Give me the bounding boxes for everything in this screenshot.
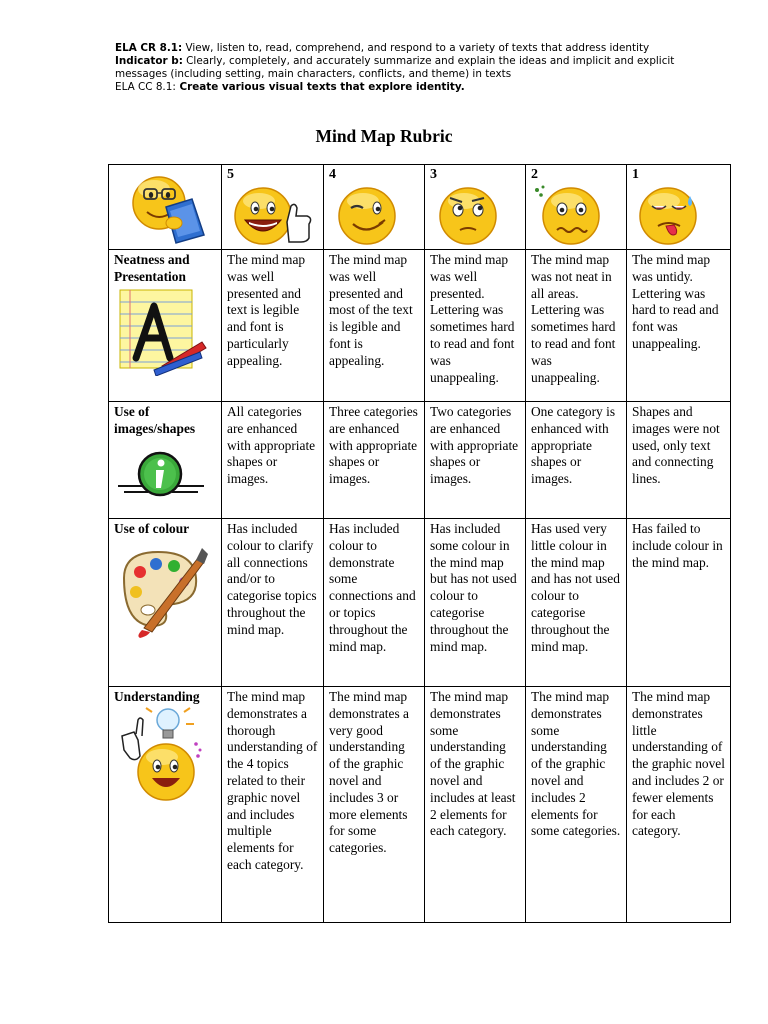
lightbulb-idea-smiley-icon xyxy=(114,706,210,816)
criteria-label-cell xyxy=(109,519,222,687)
indicator-label: Indicator b: xyxy=(115,55,183,67)
criteria-label-cell xyxy=(109,250,222,402)
info-icon xyxy=(114,438,210,502)
criteria-cell: The mind map was not neat in all areas. Lettering was sometimes hard to read and font was unappealing. xyxy=(526,250,627,402)
criteria-cell: The mind map was well presented. Lettering was sometimes hard to read and font was unappealing. xyxy=(425,250,526,402)
standard-line xyxy=(115,81,675,94)
thinking-smiley-icon xyxy=(430,184,520,246)
score-header-row xyxy=(109,165,731,250)
criteria-cell: The mind map demonstrates some understanding of the graphic novel and includes 2 elements for some categories. xyxy=(526,687,627,923)
standards-header xyxy=(115,42,675,94)
criteria-cell: Has included colour to demonstrate some connections and or topics throughout the mind map. xyxy=(324,519,425,687)
winking-smiley-icon xyxy=(329,184,419,246)
page-title: Mind Map Rubric xyxy=(315,126,453,146)
score-label: 4 xyxy=(329,167,336,182)
criteria-row xyxy=(109,250,731,402)
criteria-label: Use of colour xyxy=(114,521,190,536)
reading-smiley-icon xyxy=(114,167,214,245)
criteria-cell: The mind map was untidy. Lettering was hard to read and font was unappealing. xyxy=(627,250,731,402)
criteria-cell: Shapes and images were not used, only text and connecting lines. xyxy=(627,402,731,519)
criteria-row xyxy=(109,687,731,923)
criteria-cell: Has used very little colour in the mind map and has not used colour to categorise throughout the mind map. xyxy=(526,519,627,687)
criteria-label: Use of images/shapes xyxy=(114,404,196,436)
letter-a-crayon-icon xyxy=(114,286,210,376)
criteria-cell: The mind map was well presented and most of the text is legible and font is appealing. xyxy=(324,250,425,402)
criteria-row xyxy=(109,519,731,687)
criteria-cell: The mind map demonstrates some understanding of the graphic novel and includes at least 2 elements for each category. xyxy=(425,687,526,923)
score-label: 3 xyxy=(430,167,437,182)
sick-smiley-icon xyxy=(632,184,722,246)
standard-text: View, listen to, read, comprehend, and respond to a variety of texts that address identity xyxy=(182,42,650,54)
score-header-cell xyxy=(627,165,731,250)
criteria-label-cell xyxy=(109,402,222,519)
criteria-cell: Has included some colour in the mind map but has not used colour to categorise throughout the mind map. xyxy=(425,519,526,687)
criteria-label-cell xyxy=(109,687,222,923)
score-header-cell xyxy=(222,165,324,250)
indicator-line xyxy=(115,55,675,81)
criteria-cell: Three categories are enhanced with appropriate shapes or images. xyxy=(324,402,425,519)
worried-smiley-icon xyxy=(531,184,621,246)
score-label: 2 xyxy=(531,167,538,182)
score-label: 5 xyxy=(227,167,234,182)
paint-palette-icon xyxy=(114,538,210,638)
criteria-cell: The mind map demonstrates a very good understanding of the graphic novel and includes 3 or more elements for some categories. xyxy=(324,687,425,923)
criteria-cell: The mind map was well presented and text is legible and font is particularly appealing. xyxy=(222,250,324,402)
standard-label: ELA CC 8.1: xyxy=(115,81,176,93)
criteria-cell: The mind map demonstrates little understanding of the graphic novel and includes 2 or fewer elements for each category. xyxy=(627,687,731,923)
score-header-cell xyxy=(425,165,526,250)
score-header-cell xyxy=(526,165,627,250)
score-label: 1 xyxy=(632,167,639,182)
indicator-text: Clearly, completely, and accurately summarize and explain the ideas and implicit and explicit messages (including setting, main characters, conflicts, and theme) in texts xyxy=(115,55,675,80)
rubric-table xyxy=(108,164,731,923)
score-header-cell xyxy=(324,165,425,250)
criteria-cell: One category is enhanced with appropriate shapes or images. xyxy=(526,402,627,519)
criteria-row xyxy=(109,402,731,519)
criteria-cell: Has failed to include colour in the mind map. xyxy=(627,519,731,687)
criteria-cell: All categories are enhanced with appropriate shapes or images. xyxy=(222,402,324,519)
thumbs-up-smiley-icon xyxy=(227,184,317,246)
criteria-cell: The mind map demonstrates a thorough understanding of the 4 topics related to their graphic novel and includes multiple elements for each category. xyxy=(222,687,324,923)
criteria-label: Neatness and Presentation xyxy=(114,252,190,284)
criteria-cell: Has included colour to clarify all connections and/or to categorise topics throughout the mind map. xyxy=(222,519,324,687)
standard-label: ELA CR 8.1: xyxy=(115,42,183,54)
standard-text: Create various visual texts that explore identity. xyxy=(175,81,465,93)
standard-line xyxy=(115,42,675,55)
criteria-cell: Two categories are enhanced with appropriate shapes or images. xyxy=(425,402,526,519)
corner-cell xyxy=(109,165,222,250)
criteria-label: Understanding xyxy=(114,689,200,704)
